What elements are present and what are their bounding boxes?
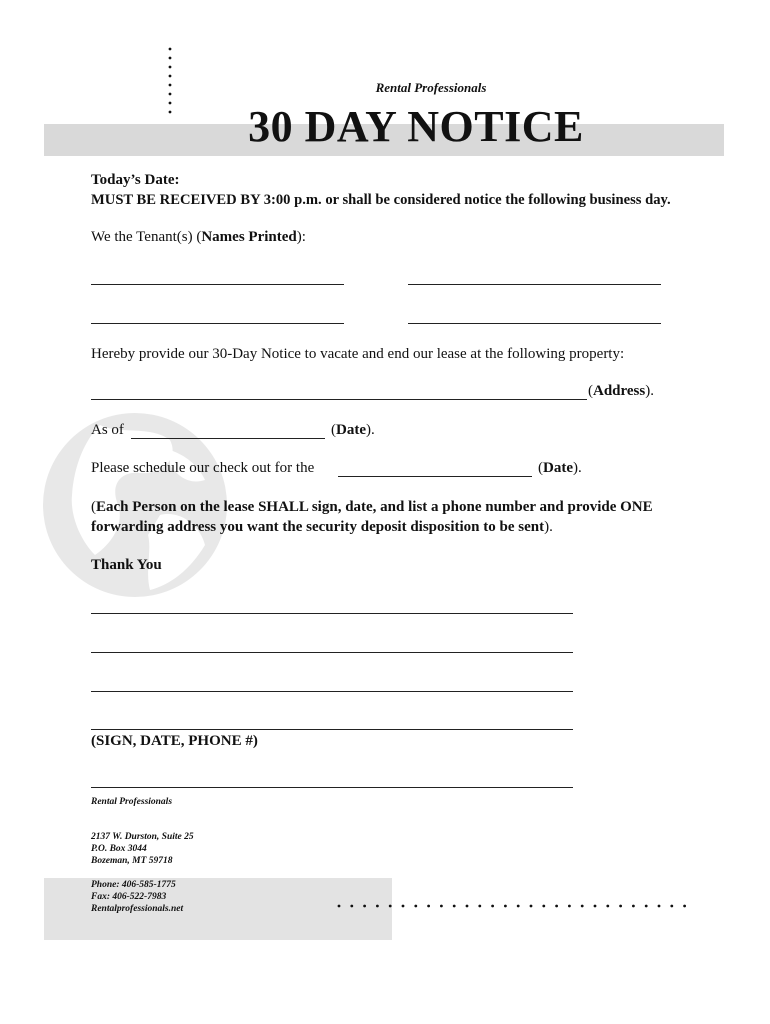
decoration-dot <box>427 905 430 908</box>
decoration-dot <box>568 905 571 908</box>
decoration-dot <box>542 905 545 908</box>
page-title: 30 DAY NOTICE <box>248 102 584 151</box>
decoration-dot <box>530 905 533 908</box>
signature-line-4[interactable] <box>91 729 573 730</box>
decoration-dot <box>440 905 443 908</box>
each-person-line-2: forwarding address you want the security deposit disposition to be sent). <box>91 519 553 535</box>
address-label: (Address). <box>588 383 654 399</box>
decoration-dot <box>606 905 609 908</box>
decoration-dot <box>376 905 379 908</box>
address-line[interactable] <box>91 399 587 400</box>
footer-address-3: Bozeman, MT 59718 <box>91 856 173 866</box>
decoration-dot <box>389 905 392 908</box>
tenant-name-line-3[interactable] <box>91 323 344 324</box>
decoration-dot <box>414 905 417 908</box>
deadline-text: MUST BE RECEIVED BY 3:00 p.m. or shall be considered notice the following business day. <box>91 192 671 208</box>
decoration-dot <box>491 905 494 908</box>
tenant-name-line-4[interactable] <box>408 323 661 324</box>
decoration-dot <box>402 905 405 908</box>
decoration-dot <box>363 905 366 908</box>
footer-fax: Fax: 406-522-7983 <box>91 892 167 902</box>
decoration-dot <box>517 905 520 908</box>
decoration-dot <box>350 905 353 908</box>
as-of-date-line[interactable] <box>131 438 325 439</box>
footer-address-2: P.O. Box 3044 <box>91 844 147 854</box>
company-name-header: Rental Professionals <box>375 80 487 95</box>
signature-line-3[interactable] <box>91 691 573 692</box>
footer-company: Rental Professionals <box>91 797 173 807</box>
decoration-dot <box>658 905 661 908</box>
decoration-dot <box>581 905 584 908</box>
footer-phone: Phone: 406-585-1775 <box>91 880 176 890</box>
checkout-date-line[interactable] <box>338 476 532 477</box>
as-of-label: As of <box>91 422 124 438</box>
as-of-date-label: (Date). <box>331 422 375 438</box>
decoration-dot <box>504 905 507 908</box>
signature-line-5[interactable] <box>91 787 573 788</box>
todays-date-label: Today’s Date: <box>91 172 180 188</box>
each-person-line-1: (Each Person on the lease SHALL sign, date, and list a phone number and provide ONE <box>91 499 653 515</box>
hereby-text: Hereby provide our 30-Day Notice to vacate and end our lease at the following property: <box>91 346 625 362</box>
footer-website: Rentalprofessionals.net <box>91 904 184 914</box>
tenants-label: We the Tenant(s) (Names Printed): <box>91 229 306 245</box>
decoration-dot <box>555 905 558 908</box>
decoration-dot <box>594 905 597 908</box>
sign-date-phone-label: (SIGN, DATE, PHONE #) <box>91 733 258 749</box>
decoration-dot <box>683 905 686 908</box>
decoration-dot <box>338 905 341 908</box>
decoration-dot <box>619 905 622 908</box>
decoration-dot <box>670 905 673 908</box>
thank-you: Thank You <box>91 557 162 573</box>
decoration-dot <box>466 905 469 908</box>
decoration-dot <box>453 905 456 908</box>
decoration-dot <box>478 905 481 908</box>
signature-line-1[interactable] <box>91 613 573 614</box>
footer-address-1: 2137 W. Durston, Suite 25 <box>91 832 194 842</box>
horizontal-dots-decoration <box>336 902 692 910</box>
checkout-date-label: (Date). <box>538 460 582 476</box>
signature-line-2[interactable] <box>91 652 573 653</box>
tenant-name-line-2[interactable] <box>408 284 661 285</box>
decoration-dot <box>632 905 635 908</box>
tenant-name-line-1[interactable] <box>91 284 344 285</box>
checkout-text: Please schedule our check out for the <box>91 460 315 476</box>
decoration-dot <box>645 905 648 908</box>
